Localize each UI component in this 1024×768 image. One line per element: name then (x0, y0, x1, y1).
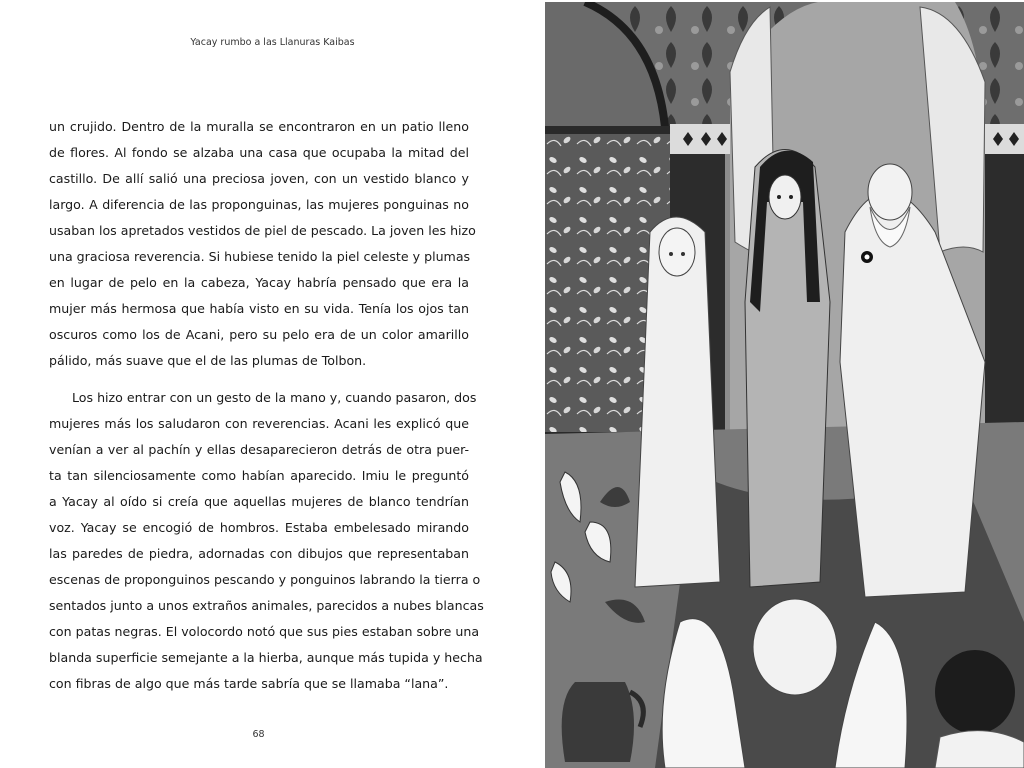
page-number: 68 (252, 729, 265, 740)
text-line: las paredes de piedra, adornadas con dibujos que representaban (49, 546, 469, 561)
text-line: escenas de proponguinos pescando y ponguinos labrando la tierra o (49, 572, 481, 587)
text-line: un crujido. Dentro de la muralla se encontraron en un patio lleno (49, 119, 469, 134)
text-line: ta tan silenciosamente como habían aparecido. Imiu le preguntó (49, 468, 469, 483)
text-line: de flores. Al fondo se alzaba una casa que ocupaba la mitad del (49, 145, 469, 160)
text-line: con fibras de algo que más tarde sabría que se llamaba “lana”. (49, 676, 449, 691)
paragraph-gap (49, 374, 469, 385)
text-line: venían a ver al pachín y ellas desaparecieron detrás de otra puer- (49, 442, 469, 457)
illustration (545, 2, 1024, 768)
illustration-drawing (545, 2, 1024, 768)
paragraph (49, 385, 484, 697)
text-line: a Yacay al oído si creía que aquellas mujeres de blanco tendrían (49, 494, 469, 509)
text-line: mujer más hermosa que había visto en su vida. Tenía los ojos tan (49, 301, 469, 316)
text-line: mujeres más los saludaron con reverencias. Acani les explicó que (49, 416, 469, 431)
body-text (49, 114, 484, 697)
text-line: en lugar de pelo en la cabeza, Yacay habría pensado que era la (49, 275, 469, 290)
text-line: Los hizo entrar con un gesto de la mano y, cuando pasaron, dos (72, 390, 477, 405)
text-line: voz. Yacay se encogió de hombros. Estaba embelesado mirando (49, 520, 469, 535)
text-line: con patas negras. El volocordo notó que sus pies estaban sobre una (49, 624, 480, 639)
text-line: blanda superficie semejante a la hierba, aunque más tupida y hecha (49, 650, 483, 665)
text-line: una graciosa reverencia. Si hubiese tenido la piel celeste y plumas (49, 249, 471, 264)
text-line: castillo. De allí salió una preciosa joven, con un vestido blanco y (49, 171, 469, 186)
text-line: usaban los apretados vestidos de piel de pescado. La joven les hizo (49, 223, 476, 238)
paragraph (49, 114, 476, 374)
running-head: Yacay rumbo a las Llanuras Kaibas (190, 37, 355, 48)
text-line: sentados junto a unos extraños animales, parecidos a nubes blancas (49, 598, 484, 613)
text-line: oscuros como los de Acani, pero su pelo era de un color amarillo (49, 327, 469, 342)
text-line: largo. A diferencia de las proponguinas, las mujeres ponguinas no (49, 197, 469, 212)
text-line: pálido, más suave que el de las plumas de Tolbon. (49, 353, 367, 368)
